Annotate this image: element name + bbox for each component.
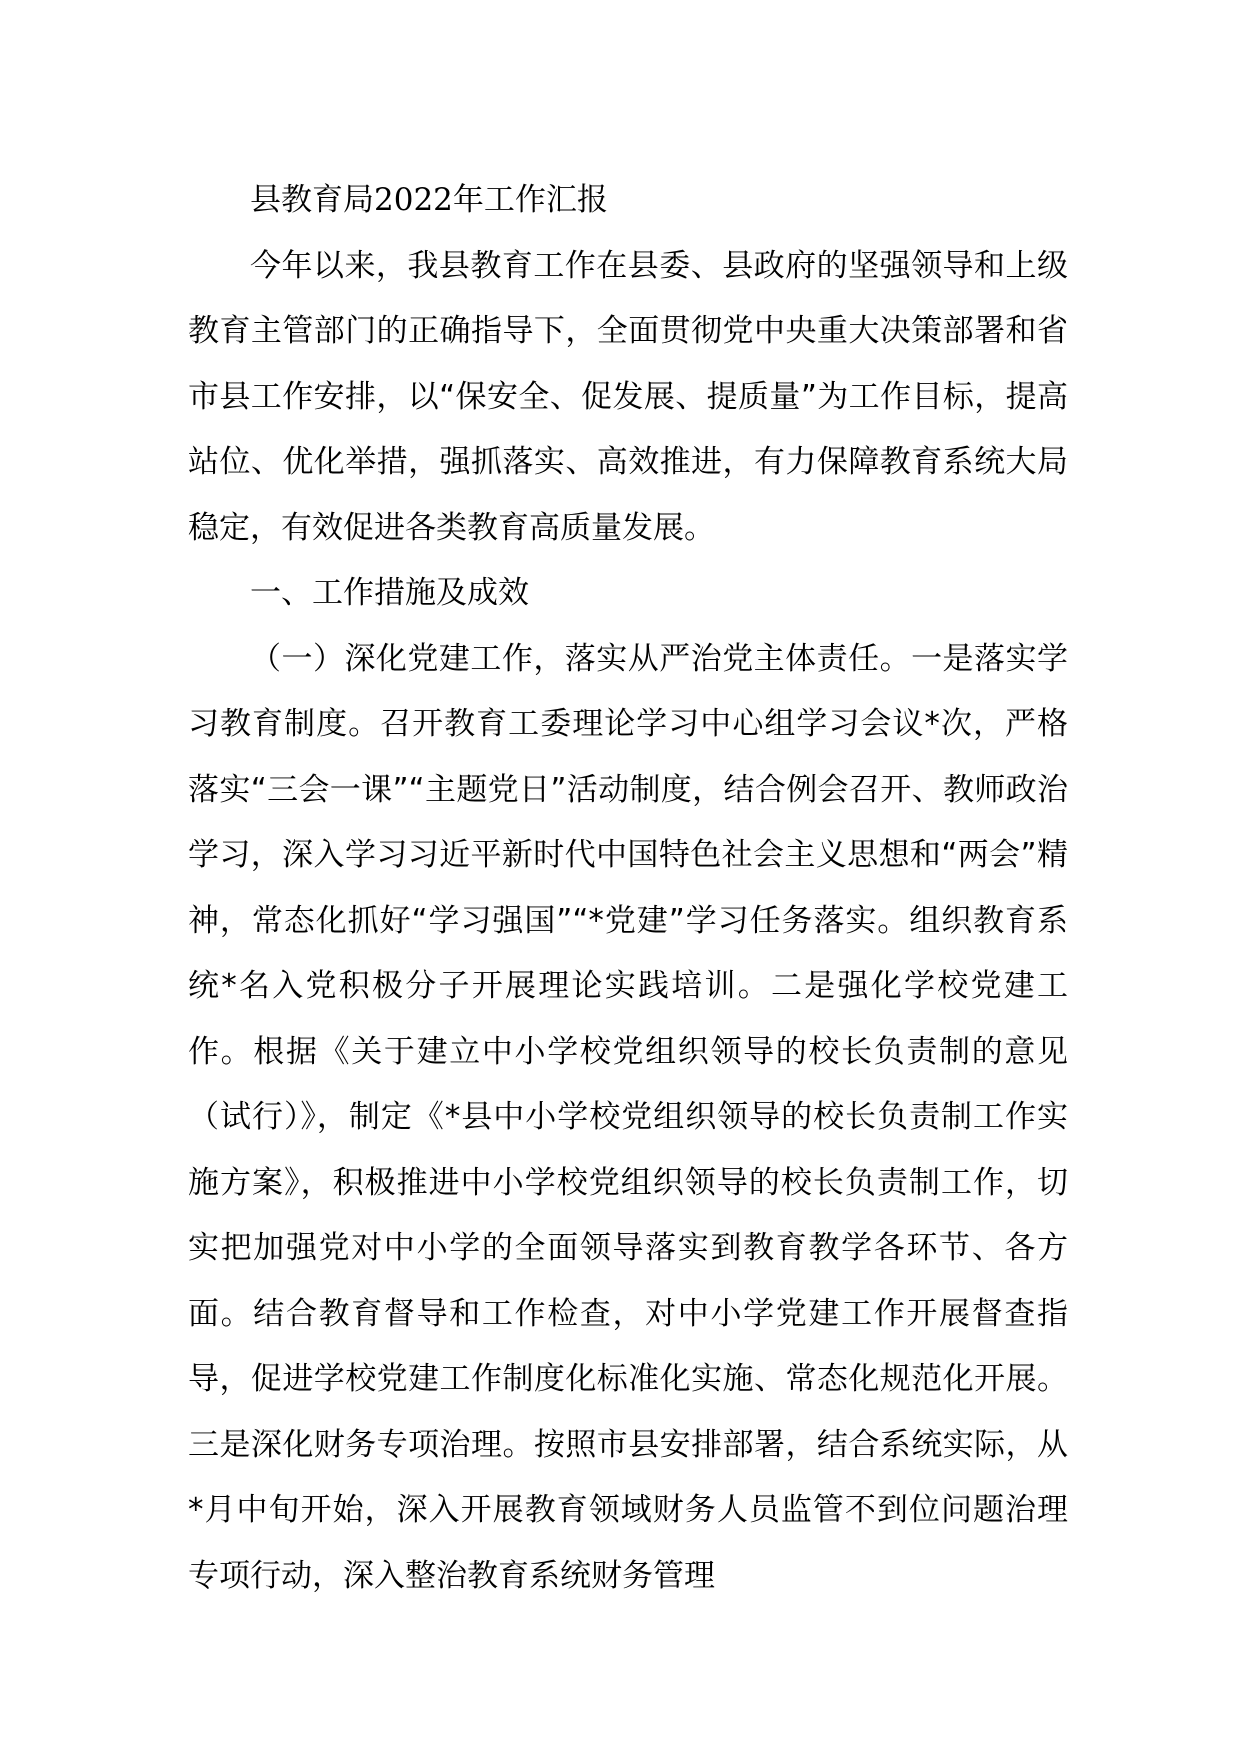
- section-heading: 一、工作措施及成效: [250, 575, 529, 611]
- intro-paragraph: 今年以来，我县教育工作在县委、县政府的坚强领导和上级教育主管部门的正确指导下，全面贯彻党中央重大决策部署和省市县工作安排，以“保安全、促发展、提质量”为工作目标，提高站位、优化举措，强抓落实、高效推进，有力保障教育系统大局稳定，有效促进各类教育高质量发展。: [188, 247, 1068, 546]
- document-title: 县教育局2022年工作汇报: [250, 182, 608, 218]
- document-body: [188, 168, 1068, 1609]
- section-paragraph: （一）深化党建工作，落实从严治党主体责任。一是落实学习教育制度。召开教育工委理论学习中心组学习会议*次，严格落实“三会一课”“主题党日”活动制度，结合例会召开、教师政治学习，深入学习习近平新时代中国特色社会主义思想和“两会”精神，常态化抓好“学习强国”“*党建”学习任务落实。组织教育系统*名入党积极分子开展理论实践培训。二是强化学校党建工作。根据《关于建立中小学校党组织领导的校长负责制的意见（试行）》，制定《*县中小学校党组织领导的校长负责制工作实施方案》，积极推进中小学校党组织领导的校长负责制工作，切实把加强党对中小学的全面领导落实到教育教学各环节、各方面。结合教育督导和工作检查，对中小学党建工作开展督查指导，促进学校党建工作制度化标准化实施、常态化规范化开展。三是深化财务专项治理。按照市县安排部署，结合系统实际，从*月中旬开始，深入开展教育领域财务人员监管不到位问题治理专项行动，深入整治教育系统财务管理: [188, 640, 1068, 1594]
